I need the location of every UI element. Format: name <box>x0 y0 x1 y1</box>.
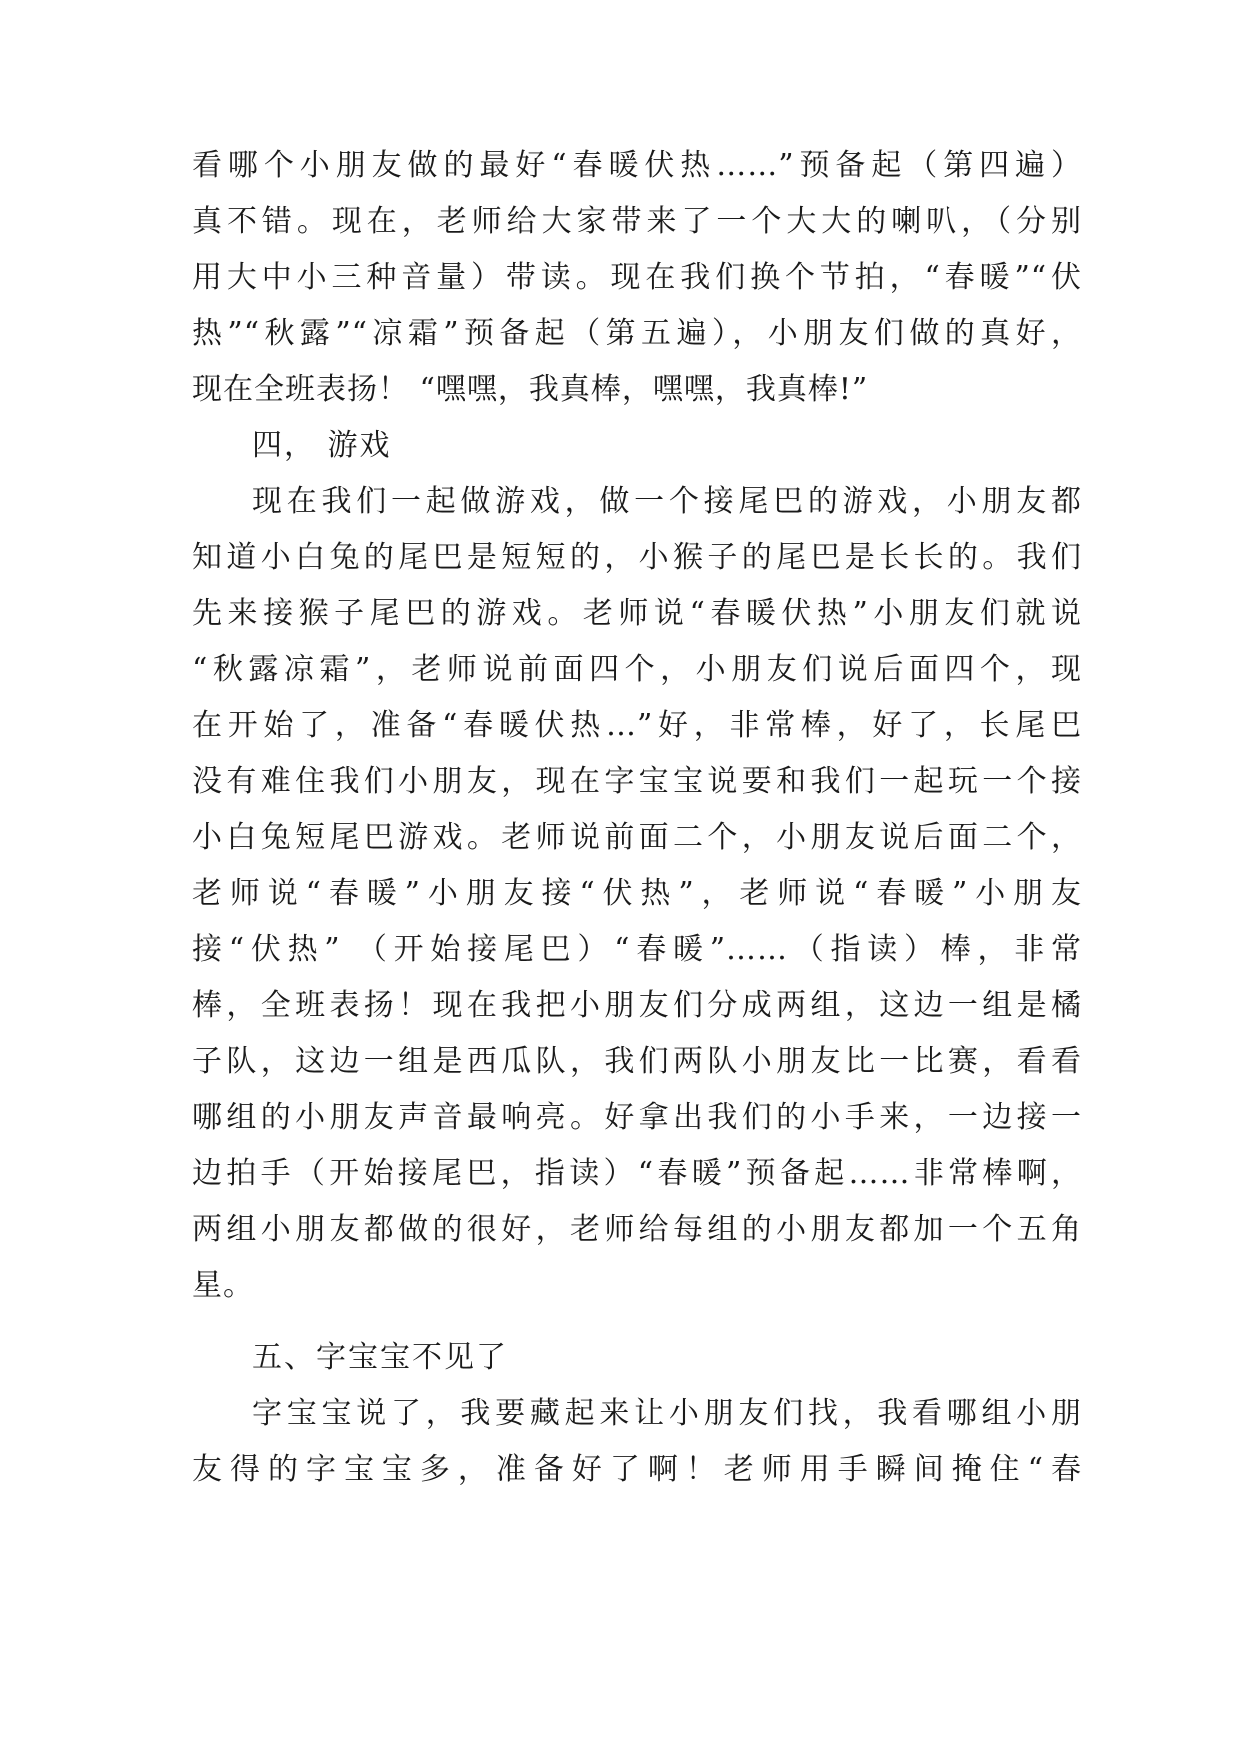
text-line: “秋露凉霜”，老师说前面四个，小朋友们说后面四个，现 <box>192 652 1082 687</box>
text-line: 老师说“春暖”小朋友接“伏热”，老师说“春暖”小朋友 <box>192 876 1082 911</box>
text-line: 在开始了，准备“春暖伏热…”好，非常棒，好了，长尾巴 <box>192 708 1082 743</box>
section-heading-hidden-words: 五、字宝宝不见了 <box>252 1340 508 1375</box>
paragraph-first-line: 现在我们一起做游戏，做一个接尾巴的游戏，小朋友都 <box>252 484 1082 519</box>
section-heading-games: 四， 游戏 <box>252 428 392 463</box>
text-line: 现在全班表扬！ “嘿嘿，我真棒，嘿嘿，我真棒!” <box>192 372 869 407</box>
text-line: 星。 <box>192 1268 254 1303</box>
text-line: 用大中小三种音量）带读。现在我们换个节拍，“春暖”“伏 <box>192 260 1082 295</box>
text-line: 棒，全班表扬！现在我把小朋友们分成两组，这边一组是橘 <box>192 988 1082 1023</box>
text-line: 两组小朋友都做的很好，老师给每组的小朋友都加一个五角 <box>192 1212 1082 1247</box>
text-line: 真不错。现在，老师给大家带来了一个大大的喇叭，（分别 <box>192 204 1082 239</box>
text-line: 小白兔短尾巴游戏。老师说前面二个，小朋友说后面二个， <box>192 820 1082 855</box>
text-line: 接“伏热” （开始接尾巴）“春暖”……（指读）棒，非常 <box>192 932 1082 967</box>
paragraph-first-line: 字宝宝说了，我要藏起来让小朋友们找，我看哪组小朋 <box>252 1396 1082 1431</box>
text-line: 子队，这边一组是西瓜队，我们两队小朋友比一比赛，看看 <box>192 1044 1082 1079</box>
text-line: 看哪个小朋友做的最好“春暖伏热……”预备起（第四遍） <box>192 148 1082 183</box>
text-line: 哪组的小朋友声音最响亮。好拿出我们的小手来，一边接一 <box>192 1100 1082 1135</box>
text-line: 友得的字宝宝多，准备好了啊！老师用手瞬间掩住“春 <box>192 1452 1082 1487</box>
text-line: 没有难住我们小朋友，现在字宝宝说要和我们一起玩一个接 <box>192 764 1082 799</box>
text-line: 先来接猴子尾巴的游戏。老师说“春暖伏热”小朋友们就说 <box>192 596 1082 631</box>
text-line: 知道小白兔的尾巴是短短的，小猴子的尾巴是长长的。我们 <box>192 540 1082 575</box>
text-line: 边拍手（开始接尾巴，指读）“春暖”预备起……非常棒啊， <box>192 1156 1082 1191</box>
text-line: 热”“秋露”“凉霜”预备起（第五遍），小朋友们做的真好， <box>192 316 1082 351</box>
